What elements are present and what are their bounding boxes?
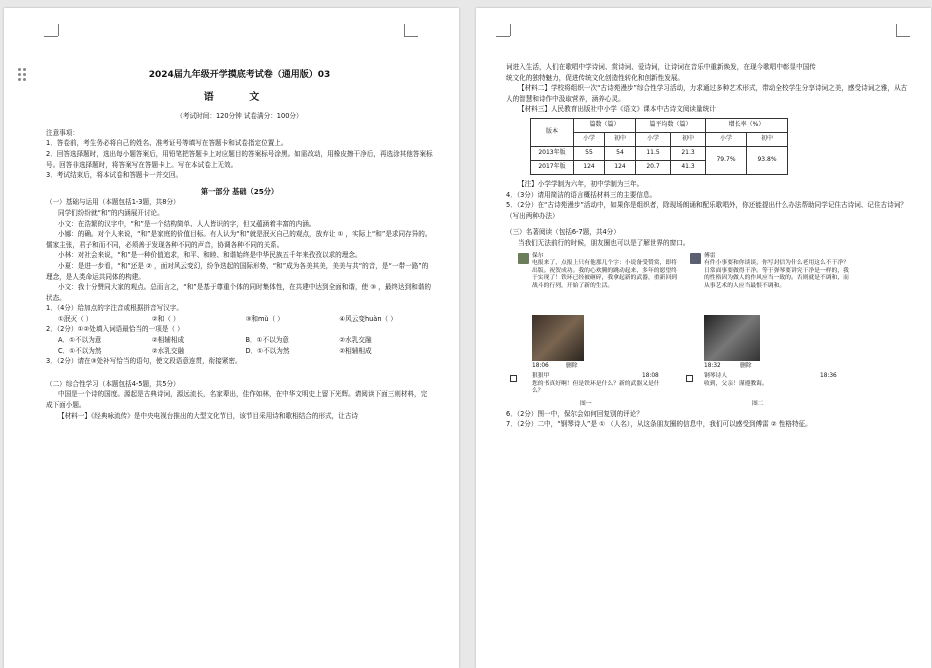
section-intro: 当我们无法前行的时候，朋友圈也可以是了解世界的窗口。 — [518, 238, 690, 247]
figure-caption: 图一 — [580, 400, 592, 407]
material-two: 【材料二】学校将组织一次“古诗苑漫步”综合性学习活动，力求通过多种艺术形式，带动全校学生分享诗词之美，感受诗词之雅，从古人的智慧和诗作中汲取营养，涵养心灵。 — [506, 84, 908, 103]
exam-title: 2024届九年级开学摸底考试卷（通用版）03 — [148, 70, 331, 80]
q2-option: ②相辅相成 — [151, 336, 185, 345]
table-cell: 21.3 — [671, 146, 706, 160]
chat-author: 傅雷 — [704, 252, 716, 259]
section-intro: 同学们纷纷就“和”的内涵展开讨论。 — [58, 208, 164, 217]
crop-mark — [404, 36, 418, 37]
table-subheader: 初中 — [605, 132, 636, 146]
right-page — [476, 8, 931, 668]
continued-line: 统文化的独特魅力，促进传统文化创造性转化和创新性发展。 — [506, 73, 685, 82]
reply-time: 18:08 — [642, 372, 659, 379]
chat-screenshots — [506, 252, 909, 407]
section-intro: 中国是一个诗的国度。源起是古典诗词，源远流长，名家辈出，佳作如林，在中华文明史上留下光辉。请阅读下面三则材料，完成下面小题。 — [46, 390, 428, 410]
left-content — [46, 60, 433, 421]
table-cell: 54 — [605, 146, 636, 160]
question-5: 5．（2分）在“古诗苑漫步”活动中，如果你是组织者，除现场朗诵和配乐歌唱外，你还能提出什么办法帮助同学记住古诗词、记住古诗词？（写出两种办法） — [506, 201, 907, 220]
table-subheader: 小学 — [636, 132, 671, 146]
subject-heading: 语 文 — [203, 91, 276, 103]
exam-info: （考试时间：120分钟 试卷满分：100分） — [176, 112, 303, 121]
delete-link[interactable]: 删除 — [566, 362, 578, 369]
table-cell: 2017年版 — [531, 160, 574, 174]
q2-option: D．①不以为然 — [245, 346, 290, 355]
post-time: 18:32 — [704, 362, 721, 369]
chat-author: 保尔 — [532, 252, 544, 259]
table-cell: 20.7 — [636, 160, 671, 174]
table-cell: 11.5 — [636, 146, 671, 160]
table-cell: 55 — [574, 146, 605, 160]
question-7: 7．（2分）二中，“钢琴诗人”是 ① （人名），从这条朋友圈的信息中，我们可以感受到傅雷 ② 性格特征。 — [506, 420, 812, 429]
crop-mark — [510, 24, 511, 36]
comment-checkbox[interactable] — [510, 375, 519, 384]
dialogue-paragraph: 小娜：的确。对个人来说，“和”是家庭的价值目标。有人认为“和”就是泯灭自己的观点，放弃让 ① ，实际上“和”是求同存异的。儒家主张，君子和而不同，必须善于发现各种不同的声音，协调各种不同的关系。 — [46, 230, 432, 249]
material-three: 【材料三】人民教育出版社中小学《语文》课本中古诗文阅读量统计 — [518, 105, 716, 114]
crop-mark — [44, 36, 58, 37]
q1-item: ③和mù（ ） — [245, 314, 284, 323]
avatar — [690, 253, 701, 264]
table-cell: 2013年版 — [531, 146, 574, 160]
reply-author: 狠狠甲 — [532, 372, 550, 379]
part-one-heading: 第一部分 基础（25分） — [200, 186, 279, 196]
section-heading: （一）基础与运用（本题包括1-3题，共8分） — [46, 198, 180, 207]
table-subheader: 小学 — [706, 132, 747, 146]
crop-mark — [896, 24, 897, 36]
q1-item: ①泯灭（ ） — [58, 314, 93, 323]
table-cell: 124 — [605, 160, 636, 174]
left-page — [4, 8, 459, 668]
post-photo — [704, 315, 760, 361]
q2-options — [46, 335, 433, 356]
q2-option: ②水乳交融 — [151, 346, 185, 355]
q1-item: ④风云变huàn（ ） — [339, 314, 397, 323]
table-header: 篇平均数（篇） — [636, 118, 706, 132]
table-cell: 124 — [574, 160, 605, 174]
table-note: 【注】小学学制为六年，初中学制为三年。 — [518, 179, 644, 188]
table-header: 增长率（%） — [706, 118, 788, 132]
comment-checkbox[interactable] — [686, 375, 695, 384]
material-one: 【材料一】《经典咏流传》是中央电视台推出的大型文化节目，该节目采用诗和歌相结合的形式，让古诗 — [58, 411, 359, 420]
question-2: 2．（2分）①②处填入词语最恰当的一项是（ ） — [46, 325, 184, 334]
crop-mark — [404, 24, 405, 36]
reply-text: 收到，父亲！谨遵教诲。 — [704, 380, 768, 387]
crop-mark — [58, 24, 59, 36]
drag-handle-icon[interactable] — [18, 68, 28, 82]
reply-author: 钢琴诗人 — [704, 372, 728, 379]
chat-post — [532, 253, 682, 291]
right-content — [506, 62, 909, 430]
note-item: 2．回答选择题时，选出每小题答案后，用铅笔把答题卡上对应题目的答案标号涂黑。如需改动，用橡皮擦干净后，再选涂其他答案标号。回答非选择题时，将答案写在答题卡上。写在本试卷上无效。 — [46, 149, 433, 169]
dialogue-paragraph: 小文：我十分赞同大家的观点。总而言之，“和”是基于尊重个体的同时集体性，在共建中达到全面和谐，使 ③ ，最终达到和谐的状态。 — [46, 283, 431, 302]
figure-caption: 图二 — [752, 400, 764, 407]
q2-option: A．①不以为意 — [58, 336, 102, 345]
delete-link[interactable]: 删除 — [740, 362, 752, 369]
q2-option: C．①不以为然 — [58, 346, 102, 355]
chat-text: 电报来了，点报上只有他那几个字：小说备受赞赏，即将出版。祝贺成功。我的心欢腾的跳动起来，多年的愿望终于实现了！铁环已经被砸碎，我拿起新的武器，重新回到战斗的行列，开始了新的生活。 — [532, 260, 677, 289]
note-item: 1．答卷前，考生务必将自己的姓名、准考证号等填写在答题卡和试卷指定位置上。 — [46, 139, 288, 148]
chat-post — [704, 253, 854, 291]
table-header: 版本 — [531, 118, 574, 146]
table-subheader: 初中 — [747, 132, 788, 146]
table-cell: 41.3 — [671, 160, 706, 174]
post-time: 18:06 — [532, 362, 549, 369]
reply-text: 您的书真好啊！但是铁环是什么？新的武器又是什么？ — [532, 380, 660, 395]
crop-mark — [496, 36, 510, 37]
section-heading: （二）综合性学习（本题包括4-5题，共5分） — [46, 379, 180, 388]
continued-line: 词进入生活，人们在歌唱中学诗词、赏诗词、爱诗词，让诗词在音乐中重新焕发，在现今歌唱中彰显中国传 — [506, 63, 816, 71]
q1-item: ②和（ ） — [151, 314, 180, 323]
dialogue-paragraph: 小夏：是进一步看，“和”还是 ② ，面对风云变幻，纷争迭起的国际形势，“和”成为各美其美，美美与共“的音，是“一带一路”的理念，是人类命运共同体的构建。 — [46, 261, 429, 281]
q2-option: B．①不以为意 — [245, 336, 289, 345]
table-subheader: 初中 — [671, 132, 706, 146]
q2-option: ②水乳交融 — [339, 336, 372, 345]
table-subheader: 小学 — [574, 132, 605, 146]
question-4: 4．（3分）请用简洁的语言概括材料三的主要信息。 — [506, 190, 657, 199]
post-photo — [532, 315, 584, 361]
q1-items — [46, 314, 433, 325]
dialogue-paragraph: 小文：在浩繁的汉字中，“和”是一个结构简单、人人皆识的字，但又蕴涵着丰富的内涵。 — [58, 219, 316, 228]
reply-time: 18:36 — [820, 372, 837, 379]
table-cell: 79.7% — [706, 146, 747, 174]
q2-option: ②相辅相成 — [339, 346, 372, 355]
table-cell: 93.8% — [747, 146, 788, 174]
dialogue-paragraph: 小林：对社会来说，“和”是一种价值追求，和平、和睦、和谐始终是中华民族五千年来孜孜以求的理念。 — [58, 251, 362, 260]
table-header: 篇数（篇） — [574, 118, 636, 132]
stats-table — [530, 118, 788, 175]
note-item: 3．考试结束后，将本试卷和答题卡一并交回。 — [46, 171, 183, 180]
crop-mark — [896, 36, 910, 37]
section-heading: （三）名著阅读（包括6-7题，共4分） — [506, 228, 620, 237]
table-row — [531, 146, 788, 160]
chat-text: 有件小事要和你谈谈，你写封信为什么老用这么不干净？日常面事要做得干净。等于弹琴要讲究干净是一样的，我的性格因为做人的作风应当一致的。否则就是不调和，而从事艺术的人应当最恨不调和。 — [704, 260, 849, 289]
question-1: 1．（4分）给加点的字注音或根据拼音写汉字。 — [46, 304, 183, 313]
notes-heading: 注意事项： — [46, 128, 79, 137]
question-6: 6．（2分）图一中，保尔会如何回复别的评论？ — [506, 409, 643, 418]
question-3: 3．（2分）请在③处补写恰当的语句，使文段语意连贯，衔接紧密。 — [46, 357, 242, 366]
avatar — [518, 253, 529, 264]
